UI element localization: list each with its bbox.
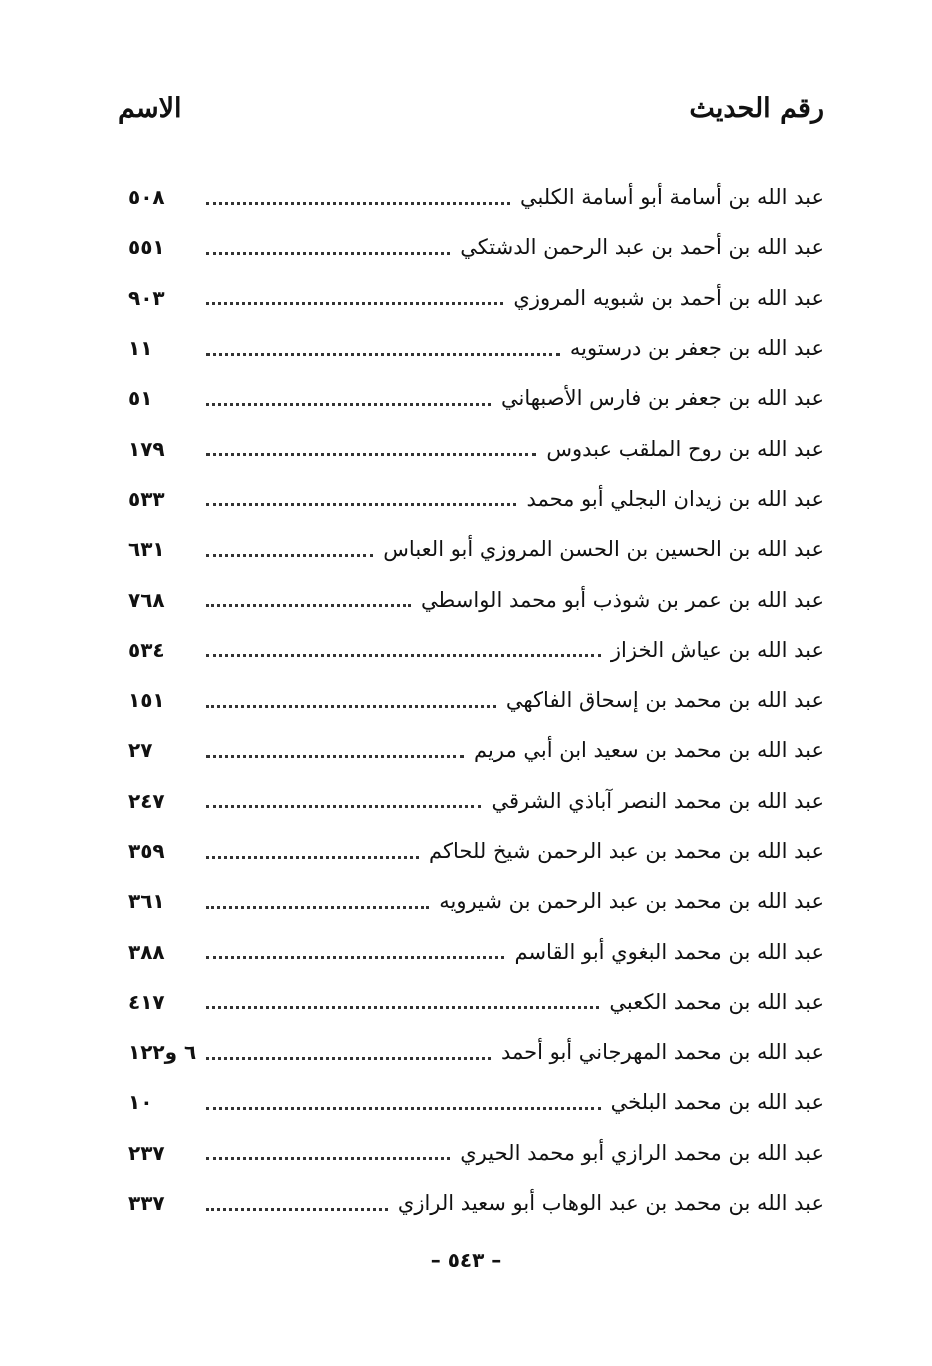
narrator-name: عبد الله بن محمد بن عبد الوهاب أبو سعيد الرازي (397, 1191, 824, 1216)
narrator-name: عبد الله بن محمد النصر آباذي الشرقي (491, 788, 824, 813)
index-entry (128, 423, 824, 473)
dot-leader (206, 956, 504, 959)
narrator-name: عبد الله بن الحسين بن الحسن المروزي أبو العباس (383, 537, 824, 562)
dot-leader (206, 705, 496, 708)
hadith-number: ١٥١ (128, 688, 165, 713)
hadith-number: ٦ و١٢٢ (128, 1040, 197, 1065)
hadith-number: ٣٥٩ (128, 839, 165, 863)
index-entry (128, 1128, 824, 1178)
index-entry (128, 172, 824, 222)
hadith-number: ٢٤٧ (128, 788, 165, 813)
index-entry (128, 1178, 824, 1228)
dot-leader (206, 1208, 388, 1211)
dot-leader (206, 906, 429, 909)
narrator-name: عبد الله بن عمر بن شوذب أبو محمد الواسطي (421, 587, 824, 612)
dot-leader (206, 403, 491, 406)
narrator-name: عبد الله بن أحمد بن شبويه المروزي (513, 285, 824, 310)
narrator-name: عبد الله بن أسامة أبو أسامة الكلبي (519, 185, 824, 210)
narrator-name: عبد الله بن محمد الكعبي (609, 989, 824, 1014)
hadith-number: ٥٠٨ (128, 185, 165, 210)
hadith-number: ٥١ (128, 386, 153, 411)
index-entry (128, 826, 824, 876)
narrator-name: عبد الله بن محمد بن إسحاق الفاكهي (505, 688, 824, 713)
index-entry (128, 323, 824, 373)
dot-leader (206, 353, 560, 356)
narrator-name: عبد الله بن جعفر بن درستويه (569, 336, 824, 361)
name-index-list (128, 172, 824, 1228)
hadith-number: ٥٣٤ (128, 637, 165, 662)
index-entry (128, 524, 824, 574)
dot-leader (206, 654, 601, 657)
index-entry (128, 725, 824, 775)
index-entry (128, 222, 824, 272)
hadith-number: ٤١٧ (128, 989, 165, 1014)
index-entry (128, 675, 824, 725)
hadith-number: ٧٦٨ (128, 587, 165, 612)
dot-leader (206, 805, 481, 808)
hadith-number: ١٠ (128, 1090, 153, 1115)
page-number: – ٥٤٣ – (430, 1248, 502, 1272)
index-entry (128, 273, 824, 323)
dot-leader (206, 1006, 599, 1009)
dot-leader (206, 856, 419, 859)
narrator-name: عبد الله بن زيدان البجلي أبو محمد (526, 486, 824, 511)
narrator-name: عبد الله بن محمد بن عبد الرحمن شيخ للحاكم (429, 839, 824, 863)
index-entry (128, 373, 824, 423)
index-entry (128, 926, 824, 976)
dot-leader (206, 1157, 450, 1160)
hadith-number: ٣٦١ (128, 889, 165, 914)
dot-leader (206, 202, 510, 205)
narrator-name: عبد الله بن محمد البغوي أبو القاسم (514, 939, 824, 964)
narrator-name: عبد الله بن روح الملقب عبدوس (546, 436, 824, 461)
hadith-number: ٥٥١ (128, 235, 165, 260)
narrator-name: عبد الله بن محمد بن سعيد ابن أبي مريم (474, 738, 824, 763)
hadith-number: ٥٣٣ (128, 486, 165, 511)
hadith-number: ٩٠٣ (128, 285, 165, 310)
dot-leader (206, 503, 516, 506)
hadith-number: ٢٧ (128, 738, 153, 763)
narrator-name: عبد الله بن محمد المهرجاني أبو أحمد (500, 1040, 824, 1065)
hadith-number: ٣٣٧ (128, 1191, 165, 1216)
dot-leader (206, 302, 503, 305)
dot-leader (206, 1107, 601, 1110)
index-entry (128, 776, 824, 826)
narrator-name: عبد الله بن محمد الرازي أبو محمد الحيري (460, 1140, 824, 1165)
index-entry (128, 625, 824, 675)
dot-leader (206, 453, 536, 456)
dot-leader (206, 252, 450, 255)
dot-leader (206, 1057, 491, 1060)
index-entry (128, 474, 824, 524)
index-entry (128, 977, 824, 1027)
dot-leader (206, 755, 464, 758)
index-entry (128, 1027, 824, 1077)
narrator-name: عبد الله بن محمد بن عبد الرحمن بن شيرويه (439, 889, 824, 914)
hadith-number-column-header: رقم الحديث (689, 92, 824, 124)
narrator-name: عبد الله بن عياش الخزاز (610, 637, 824, 662)
narrator-name: عبد الله بن أحمد بن عبد الرحمن الدشتكي (460, 235, 824, 260)
column-headers (118, 88, 824, 128)
index-entry (128, 574, 824, 624)
hadith-number: ١٧٩ (128, 436, 165, 461)
hadith-number: ١١ (128, 336, 153, 361)
index-entry (128, 1077, 824, 1127)
narrator-name: عبد الله بن جعفر بن فارس الأصبهاني (501, 386, 824, 411)
hadith-number: ٣٨٨ (128, 939, 165, 964)
narrator-name: عبد الله بن محمد البلخي (610, 1090, 824, 1115)
hadith-number: ٦٣١ (128, 537, 165, 562)
dot-leader (206, 604, 411, 607)
index-entry (128, 876, 824, 926)
dot-leader (206, 554, 373, 557)
name-column-header: الاسم (118, 92, 182, 124)
hadith-number: ٢٣٧ (128, 1140, 165, 1165)
